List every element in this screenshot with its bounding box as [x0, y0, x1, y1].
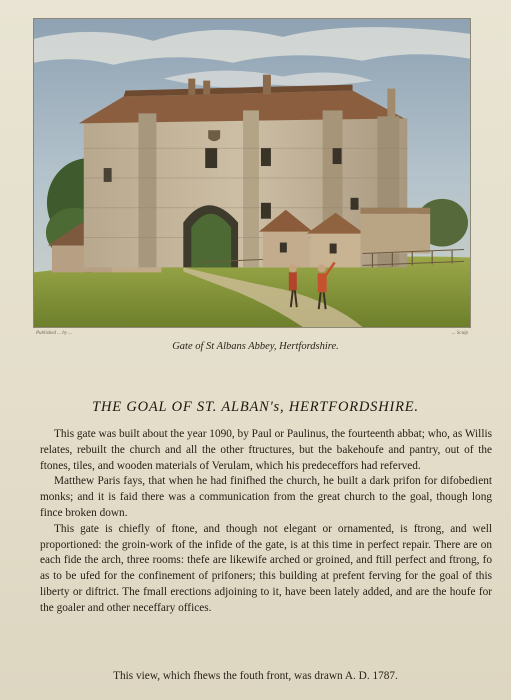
closing-line: This view, which fhews the fouth front, was drawn A. D. 1787. — [113, 670, 398, 682]
plate-credit-right: ... Sculp — [451, 331, 468, 336]
body-text — [40, 427, 492, 617]
paragraph-3: This gate is chiefly of ftone, and though not elegant or ornamented, is ftrong, and well proportioned: the groin-work of the infide of the gate, is at this time in perfect repair. There are on each fide the arch, three rooms: thefe are likewife arched or groined, and ftill perfect and ftrong, fo as to be ufed for the confinement of prifoners; this building at prefent ferving for the goal of this liberty or diftrict. The fmall erections adjoining to it, have been lately added, and are the houfe for the goaler and other neceffary offices. — [40, 522, 492, 614]
plate-credit-left: Published ... by ... — [36, 331, 72, 336]
page-title: THE GOAL OF ST. ALBAN's, HERTFORDSHIRE. — [92, 399, 419, 415]
paragraph-1: This gate was built about the year 1090, by Paul or Paulinus, the fourteenth abbat; who, as Willis relates, rebuilt the church and all the other ftructures, but the bakehoufe and pantry, out of the ftones, tiles, and wooden materials of Verulam, which his predeceffors had referved. — [40, 428, 492, 472]
plate-credits — [36, 331, 468, 339]
plate-caption: Gate of St Albans Abbey, Hertfordshire. — [172, 341, 339, 352]
paragraph-2: Matthew Paris fays, that when he had finifhed the church, he built a dark prifon for difobedient monks; and it is faid there was a communication from the great church to the goal, though long fince broken down. — [40, 475, 492, 519]
gate-engraving-image — [34, 19, 470, 327]
engraving-plate — [33, 18, 471, 328]
